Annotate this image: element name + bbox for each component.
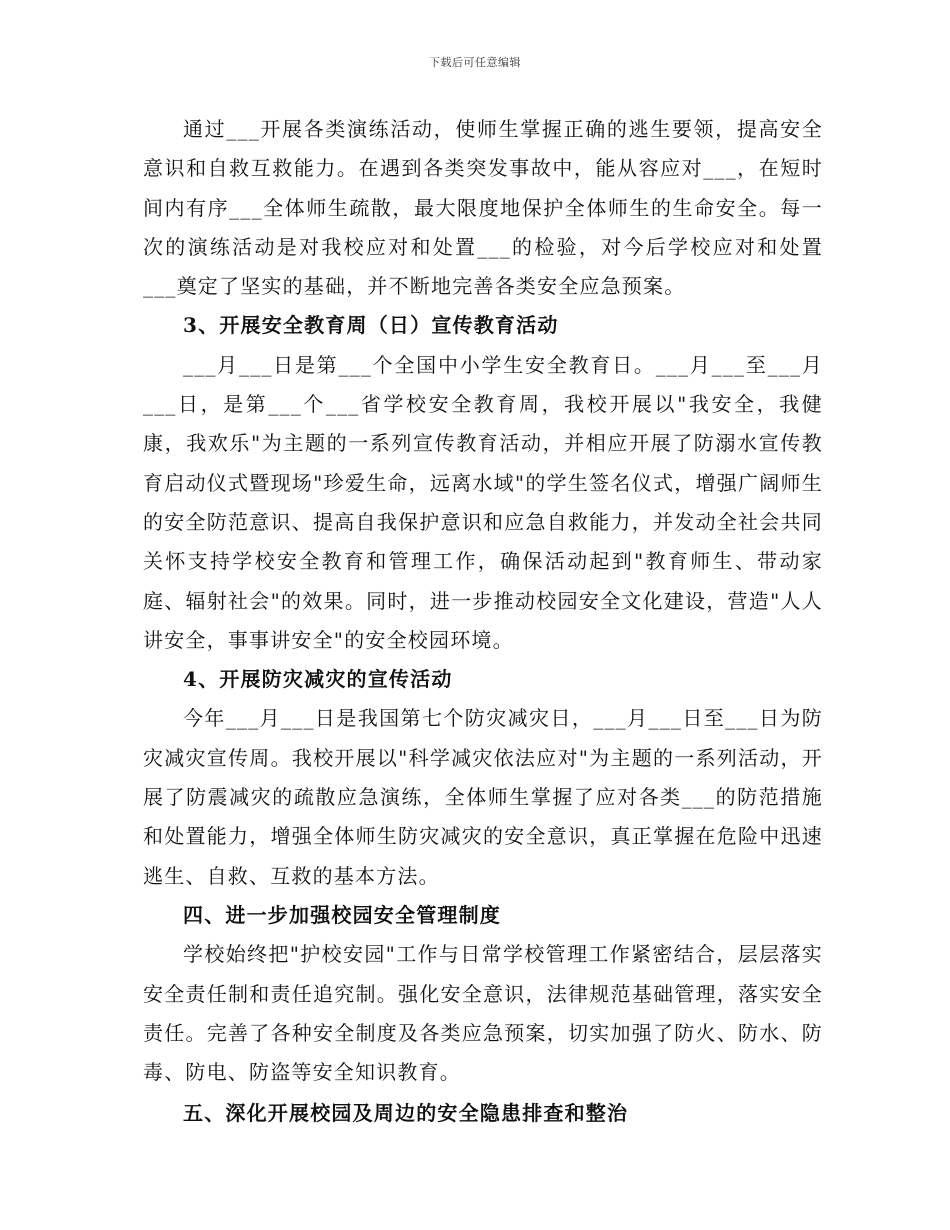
heading-hazard-inspection: 五、深化开展校园及周边的安全隐患排查和整治 <box>183 1101 629 1126</box>
paragraph-disaster-prevention: 今年___月___日是我国第七个防灾减灾日，___月___日至___日为防灾减灾宣传周。我校开展以"科学减灾依法应对"为主题的一系列活动，开展了防震减灾的疏散应急演练，全体师生掌握了应对各类___的防范措施和处置能力，增强全体师生防灾减灾的安全意识，真正掌握在危险中迅速逃生、自救、互救的基本方法。 <box>143 706 823 888</box>
heading-disaster-prevention: 4、开展防灾减灾的宣传活动 <box>183 667 453 692</box>
paragraph-safety-management: 学校始终把"护校安园"工作与日常学校管理工作紧密结合，层层落实安全责任制和责任追究制。强化安全意识，法律规范基础管理，落实安全责任。完善了各种安全制度及各类应急预案，切实加强了防火、防水、防毒、防电、防盗等安全知识教育。 <box>143 942 823 1085</box>
document-body <box>143 110 823 1134</box>
paragraph-safety-education-week: ___月___日是第___个全国中小学生安全教育日。___月___至___月___日，是第___个___省学校安全教育周，我校开展以"我安全，我健康，我欢乐"为主题的一系列宣传教育活动，并相应开展了防溺水宣传教育启动仪式暨现场"珍爱生命，远离水域"的学生签名仪式，增强广阔师生的安全防范意识、提高自我保护意识和应急自救能力，并发动全社会共同关怀支持学校安全教育和管理工作，确保活动起到"教育师生、带动家庭、辐射社会"的效果。同时，进一步推动校园安全文化建设，营造"人人讲安全，事事讲安全"的安全校园环境。 <box>143 352 823 652</box>
heading-safety-management: 四、进一步加强校园安全管理制度 <box>183 902 501 927</box>
paragraph-drill-activities: 通过___开展各类演练活动，使师生掌握正确的逃生要领，提高安全意识和自救互救能力。在遇到各类突发事故中，能从容应对___，在短时间内有序___全体师生疏散，最大限度地保护全体师生的生命安全。每一次的演练活动是对我校应对和处置___的检验，对今后学校应对和处置___奠定了坚实的基础，并不断地完善各类安全应急预案。 <box>143 117 823 299</box>
page-header: 下载后可任意编辑 <box>429 56 521 69</box>
heading-safety-education-week: 3、开展安全教育周（日）宣传教育活动 <box>183 313 559 338</box>
